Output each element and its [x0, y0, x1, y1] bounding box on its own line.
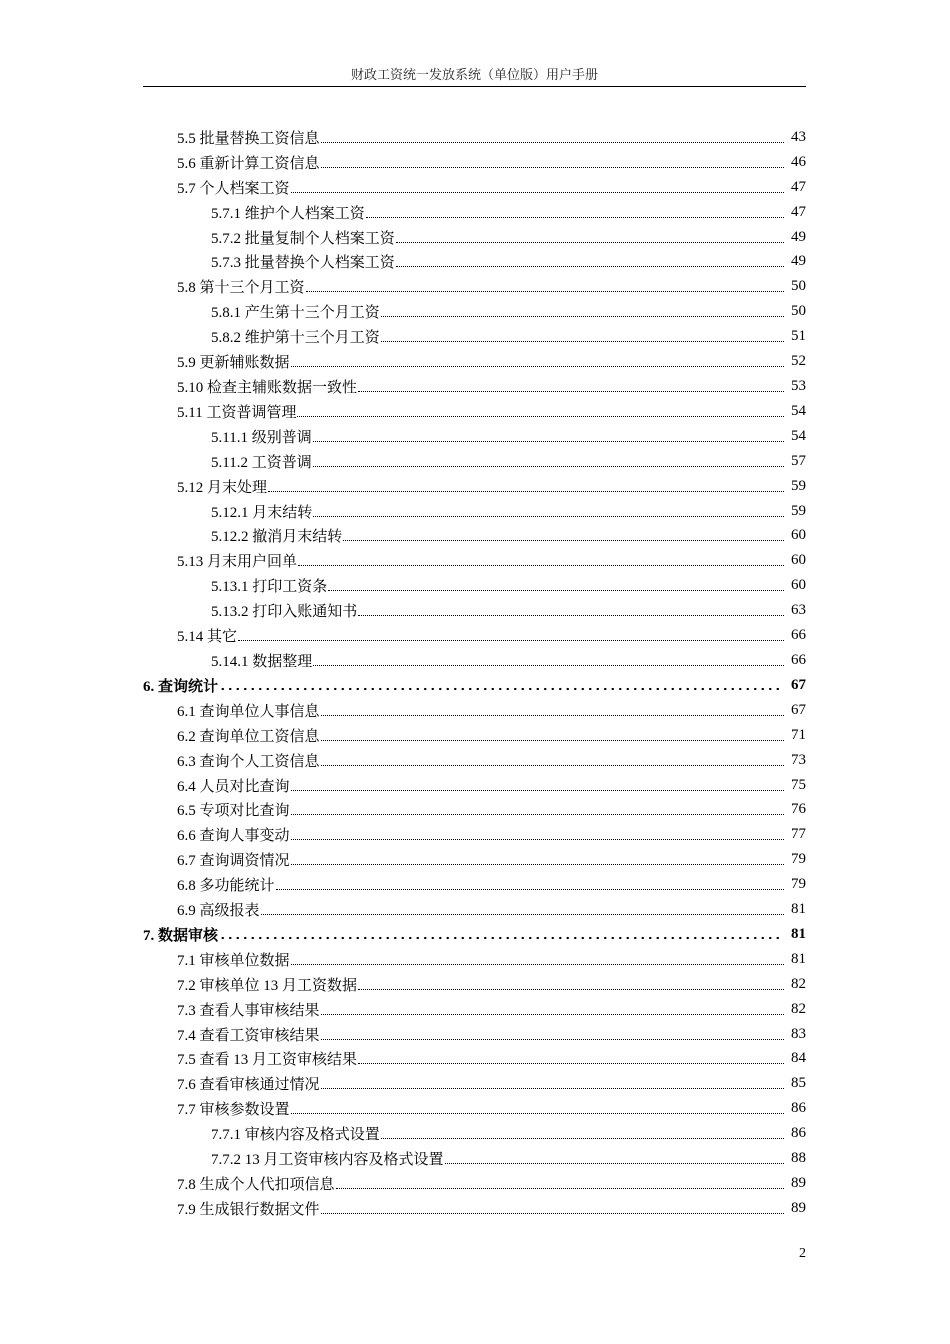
toc-entry-page: 50 — [791, 303, 806, 320]
dot-leader — [358, 1063, 784, 1064]
toc-entry-page: 49 — [791, 253, 806, 270]
dot-leader — [276, 889, 784, 890]
toc-entry[interactable] — [0, 1022, 950, 1047]
toc-entry-title: 5.12 月末处理 — [177, 479, 268, 496]
toc-entry-page: 88 — [791, 1150, 806, 1167]
toc-entry-title: 5.10 检查主辅账数据一致性 — [177, 380, 358, 397]
dot-leader — [343, 540, 784, 541]
toc-entry-title: 7.6 查看审核通过情况 — [177, 1077, 320, 1094]
toc-entry[interactable] — [0, 1146, 950, 1171]
toc-entry[interactable] — [0, 1121, 950, 1146]
toc-entry[interactable] — [0, 1171, 950, 1196]
table-of-contents — [0, 125, 950, 1221]
dot-leader — [219, 936, 784, 940]
toc-entry-page: 46 — [791, 153, 806, 170]
toc-entry[interactable] — [0, 648, 950, 673]
dot-leader — [321, 715, 784, 716]
dot-leader — [321, 1088, 784, 1089]
dot-leader — [321, 1014, 784, 1015]
dot-leader — [396, 242, 784, 243]
toc-entry[interactable] — [0, 822, 950, 847]
toc-entry-title: 5.7.1 维护个人档案工资 — [211, 205, 365, 222]
header-rule — [143, 86, 806, 87]
toc-entry[interactable] — [0, 922, 950, 947]
toc-entry-title: 6.4 人员对比查询 — [177, 778, 290, 795]
toc-entry-title: 6.3 查询个人工资信息 — [177, 753, 320, 770]
toc-entry-page: 57 — [791, 452, 806, 469]
toc-entry-title: 6.9 高级报表 — [177, 903, 260, 920]
dot-leader — [238, 640, 784, 641]
toc-entry-title: 6.2 查询单位工资信息 — [177, 728, 320, 745]
toc-entry[interactable] — [0, 673, 950, 698]
toc-entry-title: 5.12.2 撤消月末结转 — [211, 529, 343, 546]
toc-entry-page: 59 — [791, 477, 806, 494]
toc-entry-title: 7. 数据审核 — [143, 927, 219, 944]
toc-entry[interactable] — [0, 125, 950, 150]
dot-leader — [291, 192, 784, 193]
dot-leader — [321, 765, 784, 766]
dot-leader — [321, 142, 784, 143]
toc-entry-page: 86 — [791, 1125, 806, 1142]
dot-leader — [321, 1039, 784, 1040]
toc-entry-page: 54 — [791, 427, 806, 444]
dot-leader — [291, 1113, 784, 1114]
toc-entry-title: 5.9 更新辅账数据 — [177, 355, 290, 372]
dot-leader — [381, 341, 784, 342]
toc-entry-page: 52 — [791, 353, 806, 370]
toc-entry[interactable] — [0, 748, 950, 773]
toc-entry-title: 6.6 查询人事变动 — [177, 828, 290, 845]
toc-entry-title: 5.12.1 月末结转 — [211, 504, 313, 521]
toc-entry-title: 7.7.1 审核内容及格式设置 — [211, 1127, 380, 1144]
dot-leader — [336, 1188, 784, 1189]
dot-leader — [261, 914, 784, 915]
toc-entry[interactable] — [0, 524, 950, 549]
toc-entry-title: 6.5 专项对比查询 — [177, 803, 290, 820]
toc-entry-title: 5.8.2 维护第十三个月工资 — [211, 330, 380, 347]
toc-entry[interactable] — [0, 698, 950, 723]
toc-entry[interactable] — [0, 623, 950, 648]
toc-entry-page: 76 — [791, 801, 806, 818]
toc-entry[interactable] — [0, 424, 950, 449]
toc-entry-title: 5.13 月末用户回单 — [177, 554, 298, 571]
toc-entry[interactable] — [0, 274, 950, 299]
toc-entry[interactable] — [0, 947, 950, 972]
toc-entry[interactable] — [0, 723, 950, 748]
toc-entry-title: 5.14 其它 — [177, 629, 238, 646]
toc-entry-title: 6. 查询统计 — [143, 678, 219, 695]
toc-entry[interactable] — [0, 324, 950, 349]
toc-entry[interactable] — [0, 474, 950, 499]
toc-entry-title: 7.2 审核单位 13 月工资数据 — [177, 977, 358, 994]
toc-entry-title: 5.14.1 数据整理 — [211, 653, 313, 670]
toc-entry-page: 60 — [791, 527, 806, 544]
dot-leader — [321, 1213, 784, 1214]
dot-leader — [297, 416, 784, 417]
toc-entry[interactable] — [0, 150, 950, 175]
toc-entry-page: 47 — [791, 178, 806, 195]
dot-leader — [291, 814, 784, 815]
dot-leader — [291, 864, 784, 865]
dot-leader — [381, 1138, 784, 1139]
dot-leader — [306, 291, 784, 292]
toc-entry[interactable] — [0, 449, 950, 474]
toc-entry-page: 85 — [791, 1075, 806, 1092]
dot-leader — [313, 516, 784, 517]
toc-entry[interactable] — [0, 299, 950, 324]
dot-leader — [381, 316, 784, 317]
toc-entry-title: 6.1 查询单位人事信息 — [177, 703, 320, 720]
dot-leader — [358, 615, 784, 616]
toc-entry[interactable] — [0, 1047, 950, 1072]
toc-entry-page: 51 — [791, 328, 806, 345]
toc-entry-page: 50 — [791, 278, 806, 295]
dot-leader — [358, 989, 784, 990]
toc-entry[interactable] — [0, 1196, 950, 1221]
dot-leader — [219, 687, 784, 691]
dot-leader — [291, 790, 784, 791]
dot-leader — [313, 665, 784, 666]
toc-entry-title: 5.6 重新计算工资信息 — [177, 155, 320, 172]
toc-entry-page: 82 — [791, 1000, 806, 1017]
toc-entry[interactable] — [0, 225, 950, 250]
toc-entry-page: 75 — [791, 776, 806, 793]
dot-leader — [291, 366, 784, 367]
toc-entry-page: 67 — [791, 701, 806, 718]
toc-entry-page: 49 — [791, 228, 806, 245]
toc-entry-title: 6.8 多功能统计 — [177, 878, 275, 895]
toc-entry[interactable] — [0, 349, 950, 374]
dot-leader — [291, 839, 784, 840]
toc-entry-page: 63 — [791, 602, 806, 619]
toc-entry[interactable] — [0, 499, 950, 524]
toc-entry-page: 82 — [791, 975, 806, 992]
toc-entry-page: 66 — [791, 627, 806, 644]
toc-entry-title: 5.11 工资普调管理 — [177, 404, 297, 421]
toc-entry-title: 5.8 第十三个月工资 — [177, 280, 305, 297]
toc-entry[interactable] — [0, 399, 950, 424]
toc-entry-title: 7.9 生成银行数据文件 — [177, 1201, 320, 1218]
toc-entry-title: 5.7 个人档案工资 — [177, 180, 290, 197]
running-header: 财政工资统一发放系统（单位版）用户手册 — [350, 67, 598, 82]
toc-entry-title: 6.7 查询调资情况 — [177, 853, 290, 870]
toc-entry-title: 5.7.3 批量替换个人档案工资 — [211, 255, 395, 272]
toc-entry[interactable] — [0, 997, 950, 1022]
toc-entry-title: 5.5 批量替换工资信息 — [177, 130, 320, 147]
toc-entry-title: 7.3 查看人事审核结果 — [177, 1002, 320, 1019]
page-number: 2 — [799, 1246, 806, 1261]
toc-entry-page: 79 — [791, 851, 806, 868]
dot-leader — [268, 491, 784, 492]
toc-entry-page: 73 — [791, 751, 806, 768]
toc-entry-page: 54 — [791, 402, 806, 419]
toc-entry-page: 60 — [791, 577, 806, 594]
toc-entry-page: 77 — [791, 826, 806, 843]
dot-leader — [321, 167, 784, 168]
toc-entry-title: 5.13.2 打印入账通知书 — [211, 604, 358, 621]
toc-entry[interactable] — [0, 897, 950, 922]
toc-entry-title: 5.13.1 打印工资条 — [211, 579, 328, 596]
toc-entry-title: 7.1 审核单位数据 — [177, 952, 290, 969]
dot-leader — [396, 266, 784, 267]
dot-leader — [358, 391, 784, 392]
toc-entry[interactable] — [0, 797, 950, 822]
toc-entry[interactable] — [0, 972, 950, 997]
dot-leader — [321, 740, 784, 741]
toc-entry-title: 5.11.1 级别普调 — [211, 429, 312, 446]
toc-entry-page: 53 — [791, 378, 806, 395]
toc-entry[interactable] — [0, 598, 950, 623]
toc-entry-page: 81 — [791, 950, 806, 967]
toc-entry[interactable] — [0, 573, 950, 598]
toc-entry-title: 7.7 审核参数设置 — [177, 1102, 290, 1119]
toc-entry-page: 59 — [791, 502, 806, 519]
toc-entry-title: 7.8 生成个人代扣项信息 — [177, 1177, 335, 1194]
toc-entry-page: 43 — [791, 128, 806, 145]
toc-entry[interactable] — [0, 200, 950, 225]
toc-entry-title: 5.8.1 产生第十三个月工资 — [211, 305, 380, 322]
toc-entry-page: 60 — [791, 552, 806, 569]
dot-leader — [291, 964, 784, 965]
toc-entry-page: 81 — [791, 925, 806, 942]
toc-entry[interactable] — [0, 1071, 950, 1096]
toc-entry-title: 7.5 查看 13 月工资审核结果 — [177, 1052, 358, 1069]
toc-entry-page: 79 — [791, 876, 806, 893]
toc-entry-page: 47 — [791, 203, 806, 220]
toc-entry[interactable] — [0, 250, 950, 275]
dot-leader — [366, 217, 784, 218]
toc-entry-page: 67 — [791, 676, 806, 693]
toc-entry-page: 71 — [791, 726, 806, 743]
dot-leader — [298, 565, 784, 566]
toc-entry-title: 5.11.2 工资普调 — [211, 454, 312, 471]
toc-entry-page: 89 — [791, 1175, 806, 1192]
toc-entry-page: 81 — [791, 901, 806, 918]
toc-entry[interactable] — [0, 773, 950, 798]
toc-entry-page: 89 — [791, 1199, 806, 1216]
toc-entry-title: 5.7.2 批量复制个人档案工资 — [211, 230, 395, 247]
toc-entry[interactable] — [0, 1096, 950, 1121]
toc-entry-title: 7.7.2 13 月工资审核内容及格式设置 — [211, 1152, 444, 1169]
toc-entry[interactable] — [0, 175, 950, 200]
toc-entry-page: 84 — [791, 1050, 806, 1067]
toc-entry[interactable] — [0, 847, 950, 872]
toc-entry-title: 7.4 查看工资审核结果 — [177, 1027, 320, 1044]
toc-entry[interactable] — [0, 872, 950, 897]
toc-entry-page: 86 — [791, 1100, 806, 1117]
dot-leader — [328, 590, 784, 591]
dot-leader — [313, 466, 784, 467]
toc-entry[interactable] — [0, 374, 950, 399]
dot-leader — [313, 441, 784, 442]
toc-entry[interactable] — [0, 548, 950, 573]
toc-entry-page: 83 — [791, 1025, 806, 1042]
toc-entry-page: 66 — [791, 651, 806, 668]
dot-leader — [445, 1163, 784, 1164]
